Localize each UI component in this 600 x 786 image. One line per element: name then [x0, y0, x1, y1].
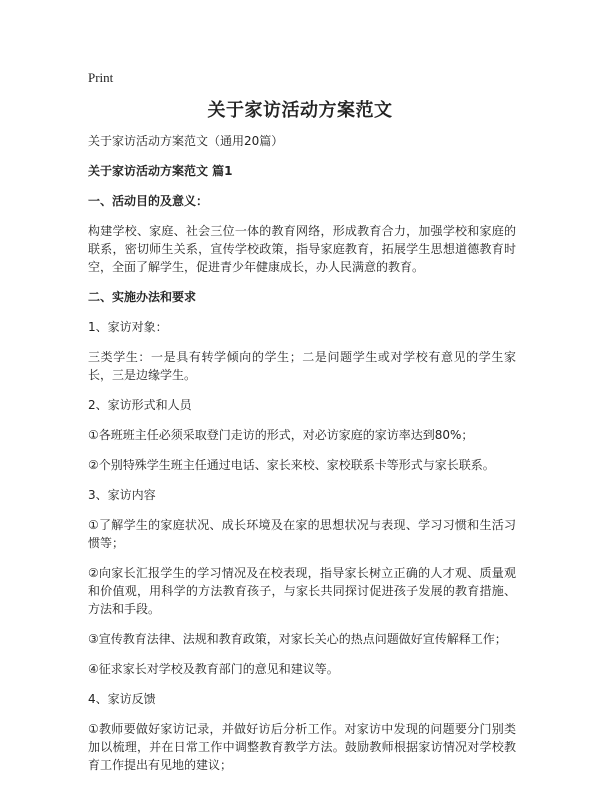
- document-title: 关于家访活动方案范文: [207, 100, 393, 121]
- section-heading: 一、活动目的及意义：: [88, 194, 209, 208]
- paragraph: 构建学校、家庭、社会三位一体的教育网络，形成教育合力，加强学校和家庭的联系，密切师生关系，宣传学校政策，指导家庭教育，拓展学生思想道德教育时空，全面了解学生，促进青少年健康成长，办人民满意的教育。: [88, 224, 516, 274]
- paragraph: ①各班班主任必须采取登门走访的形式，对必访家庭的家访率达到80%；: [88, 428, 474, 442]
- print-link[interactable]: Print: [88, 70, 114, 85]
- paragraph: ②向家长汇报学生的学习情况及在校表现，指导家长树立正确的人才观、质量观和价值观，用科学的方法教育孩子，与家长共同探讨促进孩子发展的教育措施、方法和手段。: [88, 566, 516, 616]
- document-body: [88, 132, 516, 786]
- paragraph: 三类学生：一是具有转学倾向的学生；二是问题学生或对学校有意见的学生家长，三是边缘学生。: [88, 350, 516, 382]
- paragraph: ④征求家长对学校及教育部门的意见和建议等。: [88, 662, 339, 676]
- paragraph: ①了解学生的家庭状况、成长环境及在家的思想状况与表现、学习习惯和生活习惯等；: [88, 518, 516, 550]
- section-heading: 关于家访活动方案范文 篇1: [88, 164, 233, 178]
- section-heading: 二、实施办法和要求: [88, 290, 197, 304]
- paragraph: 2、家访形式和人员: [88, 398, 192, 412]
- paragraph: 3、家访内容: [88, 488, 156, 502]
- paragraph: ②个别特殊学生班主任通过电话、家长来校、家校联系卡等形式与家长联系。: [88, 458, 495, 472]
- paragraph: ①教师要做好家访记录，并做好访后分析工作。对家访中发现的问题要分门别类加以梳理，并在日常工作中调整教育教学方法。鼓励教师根据家访情况对学校教育工作提出有见地的建议；: [88, 722, 516, 772]
- paragraph: 1、家访对象：: [88, 320, 168, 334]
- paragraph: 4、家访反馈: [88, 692, 156, 706]
- paragraph: ③宣传教育法律、法规和教育政策，对家长关心的热点问题做好宣传解释工作；: [88, 632, 507, 646]
- paragraph: 关于家访活动方案范文（通用20篇）: [88, 134, 284, 148]
